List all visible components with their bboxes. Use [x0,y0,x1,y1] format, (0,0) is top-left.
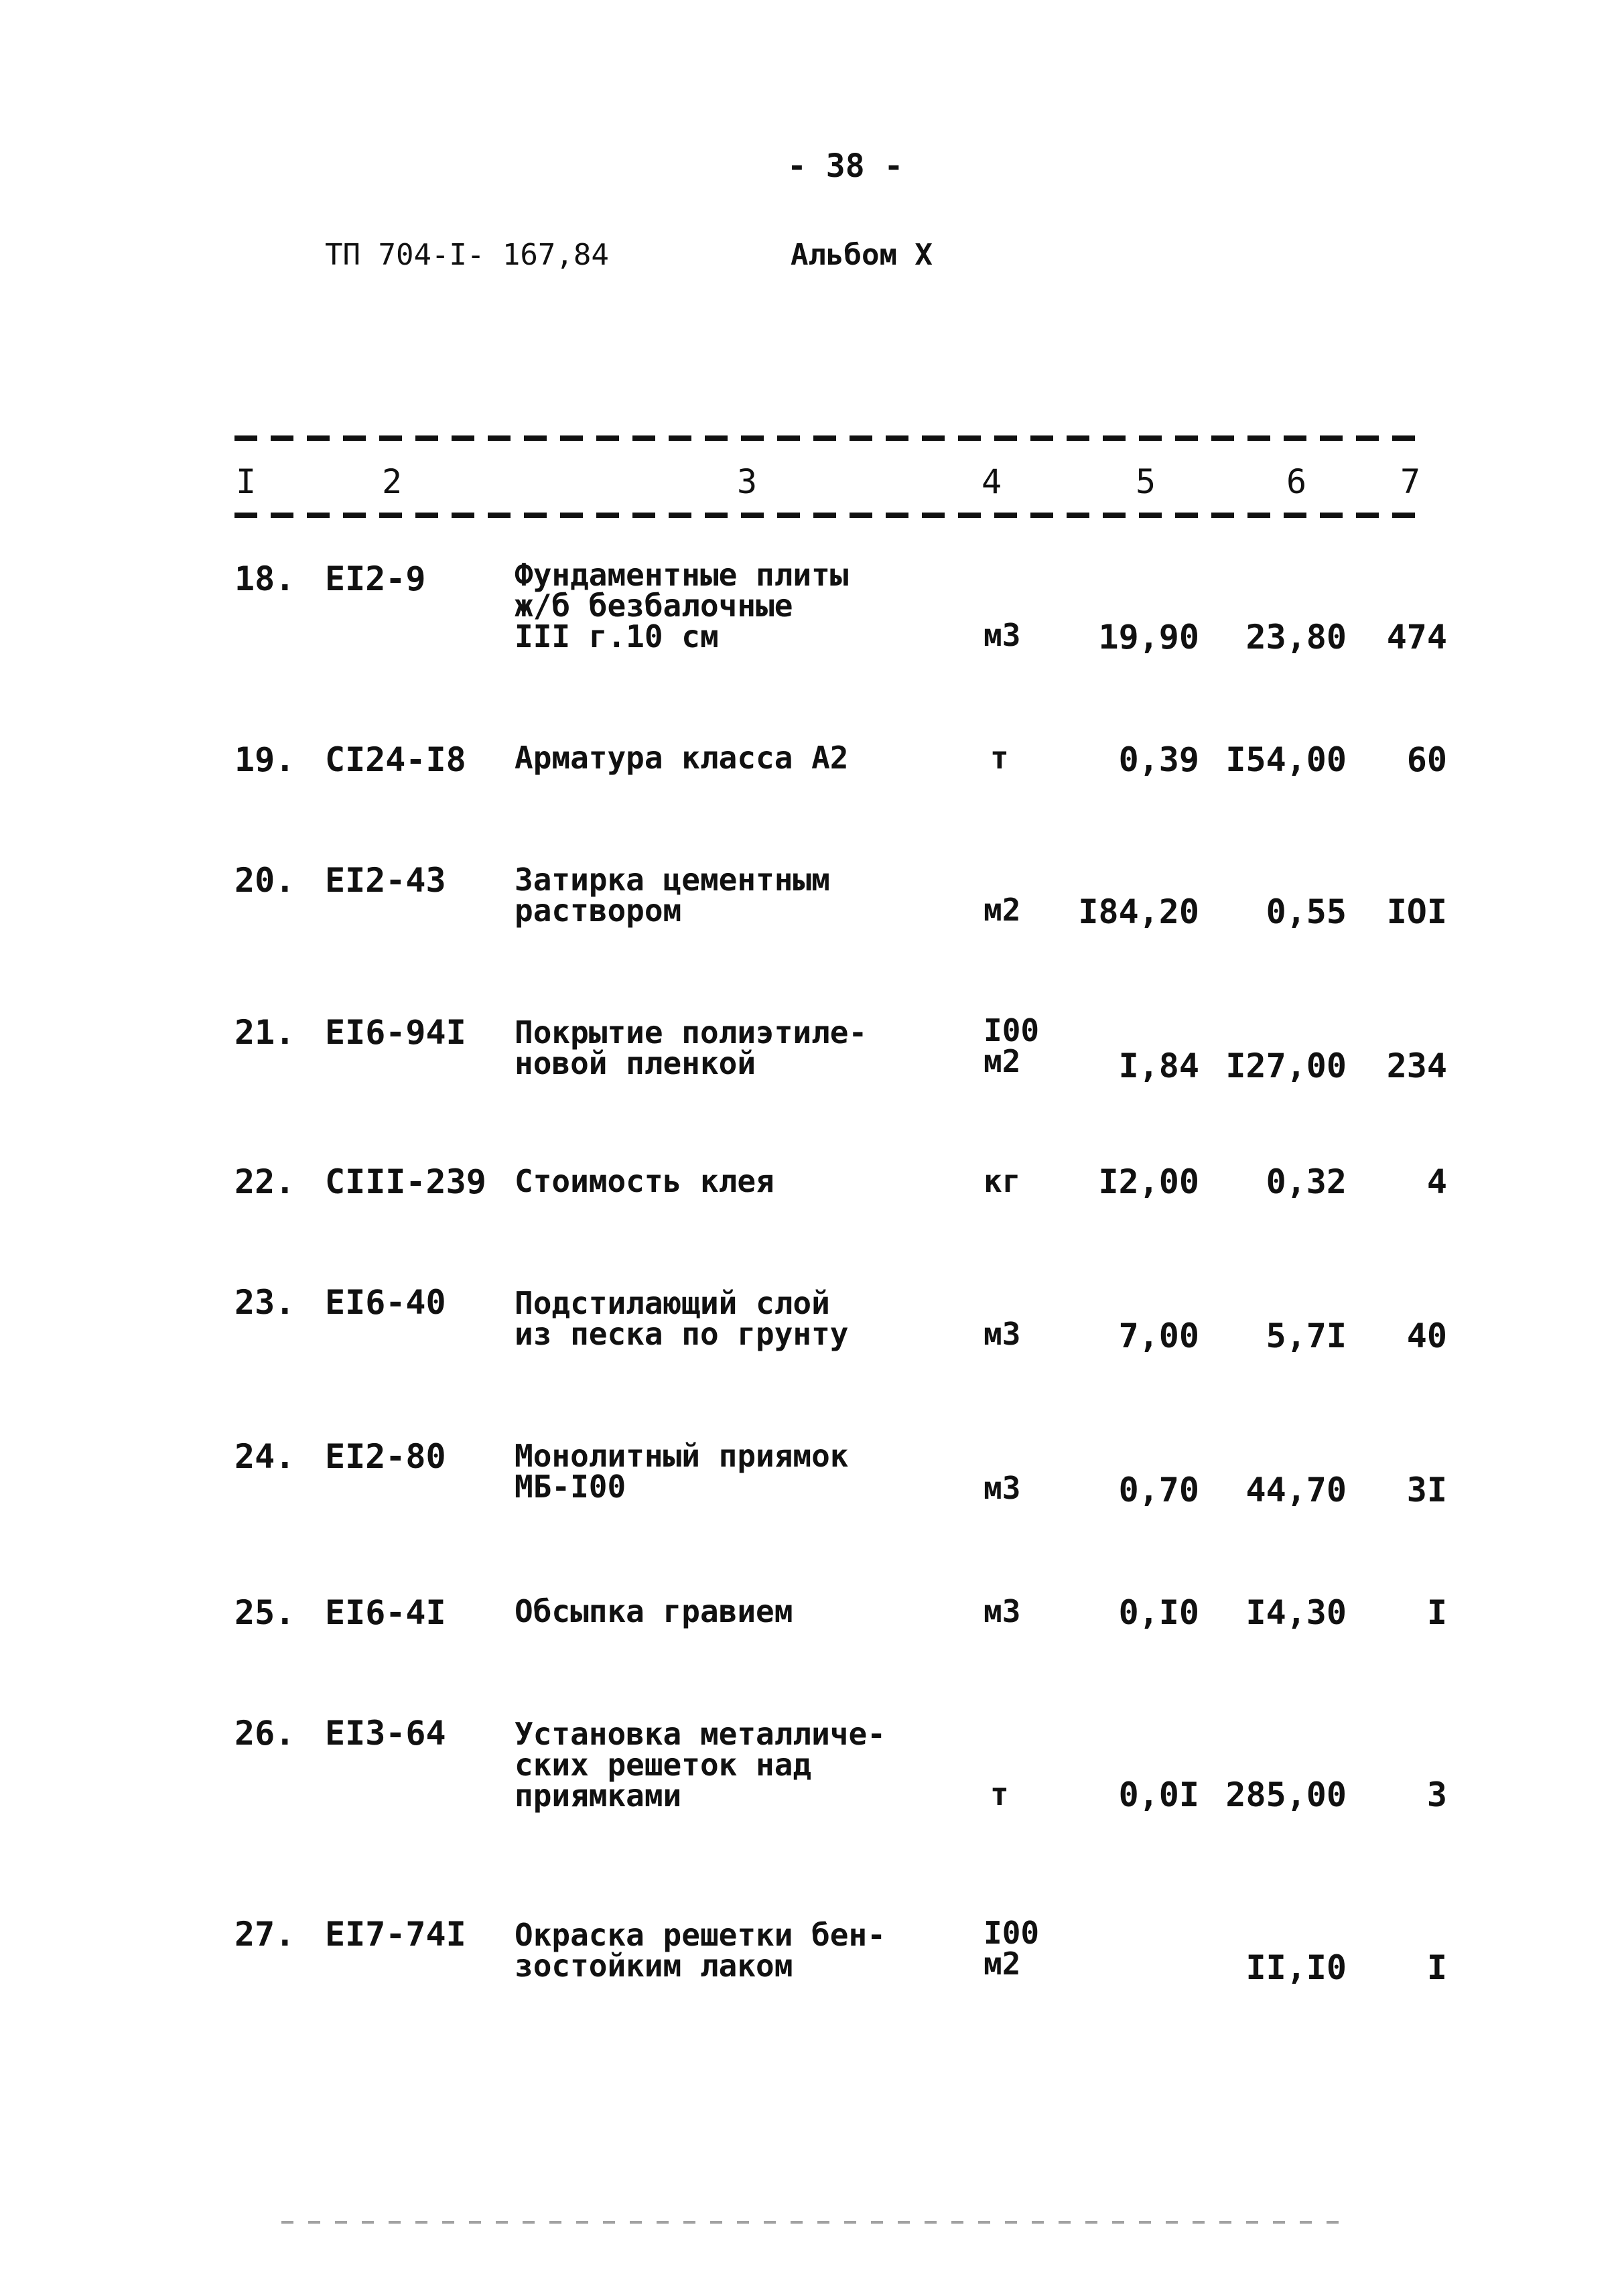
row-total: 3 [1426,1775,1447,1814]
row-unit [990,1776,1009,1812]
row-number: 23. [234,1283,295,1322]
row-number: 18. [234,559,295,598]
row-price: 23,80 [1245,618,1347,657]
row-price: 285,00 [1225,1775,1347,1814]
desc-line: раствором [515,892,682,929]
unit-line: I00 [984,1915,1040,1951]
row-quantity: 0,39 [1118,740,1199,779]
row-price: 44,70 [1245,1471,1347,1509]
row-number: 22. [234,1162,295,1201]
row-code: EI6-94I [325,1013,466,1052]
row-code: EI3-64 [325,1714,446,1753]
desc-line: III г.10 см [515,618,719,655]
row-quantity: 0,I0 [1118,1593,1199,1632]
unit-line: I00 [984,1012,1040,1049]
row-unit [984,892,1021,928]
desc-line: новой пленкой [515,1045,756,1081]
row-price: 5,7I [1266,1316,1347,1355]
row-description [515,557,849,655]
row-description [515,1014,868,1081]
unit-line: м2 [984,1946,1021,1982]
row-code: EI6-40 [325,1283,446,1322]
col-header-7: 7 [1400,462,1421,501]
row-number: 20. [234,861,295,900]
row-description [515,1285,849,1352]
row-total: I [1426,1948,1447,1987]
row-description [515,1438,849,1505]
row-unit [984,1316,1021,1352]
desc-line: Фундаментные плиты [515,557,849,593]
row-price: II,I0 [1245,1948,1347,1987]
row-description [515,1917,886,1984]
row-code: EI6-4I [325,1593,446,1632]
desc-line: Подстилающий слой [515,1285,830,1321]
row-price: I27,00 [1225,1046,1347,1085]
row-unit [984,617,1021,653]
row-code: EI2-80 [325,1437,446,1476]
row-unit [984,1593,1021,1629]
row-price: I54,00 [1225,740,1347,779]
row-unit [990,740,1009,776]
desc-line: Монолитный приямок [515,1438,849,1474]
row-total: 3I [1406,1471,1447,1509]
row-quantity: I2,00 [1098,1162,1199,1201]
album-label: Альбом X [791,238,933,272]
desc-line: Установка металличе- [515,1716,886,1752]
row-quantity: 0,0I [1118,1775,1199,1814]
row-number: 24. [234,1437,295,1476]
row-code: CIII-239 [325,1162,486,1201]
page-number: - 38 - [787,147,904,185]
col-header-2: 2 [382,462,403,501]
row-number: 21. [234,1013,295,1052]
unit-line: м3 [984,617,1021,653]
unit-line: т [990,1776,1009,1812]
col-header-5: 5 [1136,462,1156,501]
desc-line: Окраска решетки бен- [515,1917,886,1953]
row-quantity: 0,70 [1118,1471,1199,1509]
row-number: 25. [234,1593,295,1632]
row-total: 60 [1406,740,1447,779]
desc-line: ж/б безбалочные [515,588,793,624]
unit-line: кг [984,1163,1021,1199]
unit-line: т [990,740,1009,776]
table-header-rule [234,513,1427,518]
row-unit [984,1470,1021,1506]
col-header-6: 6 [1286,462,1307,501]
row-price: 0,32 [1266,1162,1347,1201]
col-header-1: I [236,462,257,501]
row-quantity: I,84 [1118,1046,1199,1085]
table-top-rule [234,435,1427,441]
row-quantity: 7,00 [1118,1316,1199,1355]
row-description [515,740,849,776]
row-total: 4 [1426,1162,1447,1201]
desc-line: Стоимость клея [515,1163,774,1199]
desc-line: Обсыпка гравием [515,1593,793,1629]
row-number: 27. [234,1915,295,1954]
row-description [515,1593,793,1629]
unit-line: м2 [984,892,1021,928]
row-number: 19. [234,740,295,779]
row-unit [984,1012,1040,1079]
row-description [515,1163,774,1199]
col-header-4: 4 [982,462,1002,501]
row-number: 26. [234,1714,295,1753]
unit-line: м3 [984,1316,1021,1352]
desc-line: МБ-I00 [515,1469,626,1505]
bottom-scan-trace [281,2221,1353,2224]
row-unit [984,1163,1021,1199]
row-code: EI2-9 [325,559,426,598]
row-total: 234 [1386,1046,1447,1085]
col-header-3: 3 [737,462,758,501]
unit-line: м3 [984,1593,1021,1629]
unit-line: м2 [984,1043,1021,1079]
desc-line: Покрытие полиэтиле- [515,1014,868,1051]
row-code: CI24-I8 [325,740,466,779]
row-price: I4,30 [1245,1593,1347,1632]
desc-line: приямками [515,1777,682,1814]
row-price: 0,55 [1266,892,1347,931]
desc-line: Арматура класса A2 [515,740,849,776]
desc-line: ских решеток над [515,1747,812,1783]
row-description [515,1716,886,1814]
desc-line: из песка по грунту [515,1316,849,1352]
row-code: EI2-43 [325,861,446,900]
doc-code: ТП 704-I- 167,84 [325,238,609,272]
row-quantity: 19,90 [1098,618,1199,657]
row-total: IOI [1386,892,1447,931]
row-description [515,862,830,929]
row-code: EI7-74I [325,1915,466,1954]
row-total: I [1426,1593,1447,1632]
row-unit [984,1915,1040,1982]
desc-line: зостойким лаком [515,1948,793,1984]
row-quantity: I84,20 [1078,892,1199,931]
row-total: 40 [1406,1316,1447,1355]
unit-line: м3 [984,1470,1021,1506]
row-total: 474 [1386,618,1447,657]
desc-line: Затирка цементным [515,862,830,898]
